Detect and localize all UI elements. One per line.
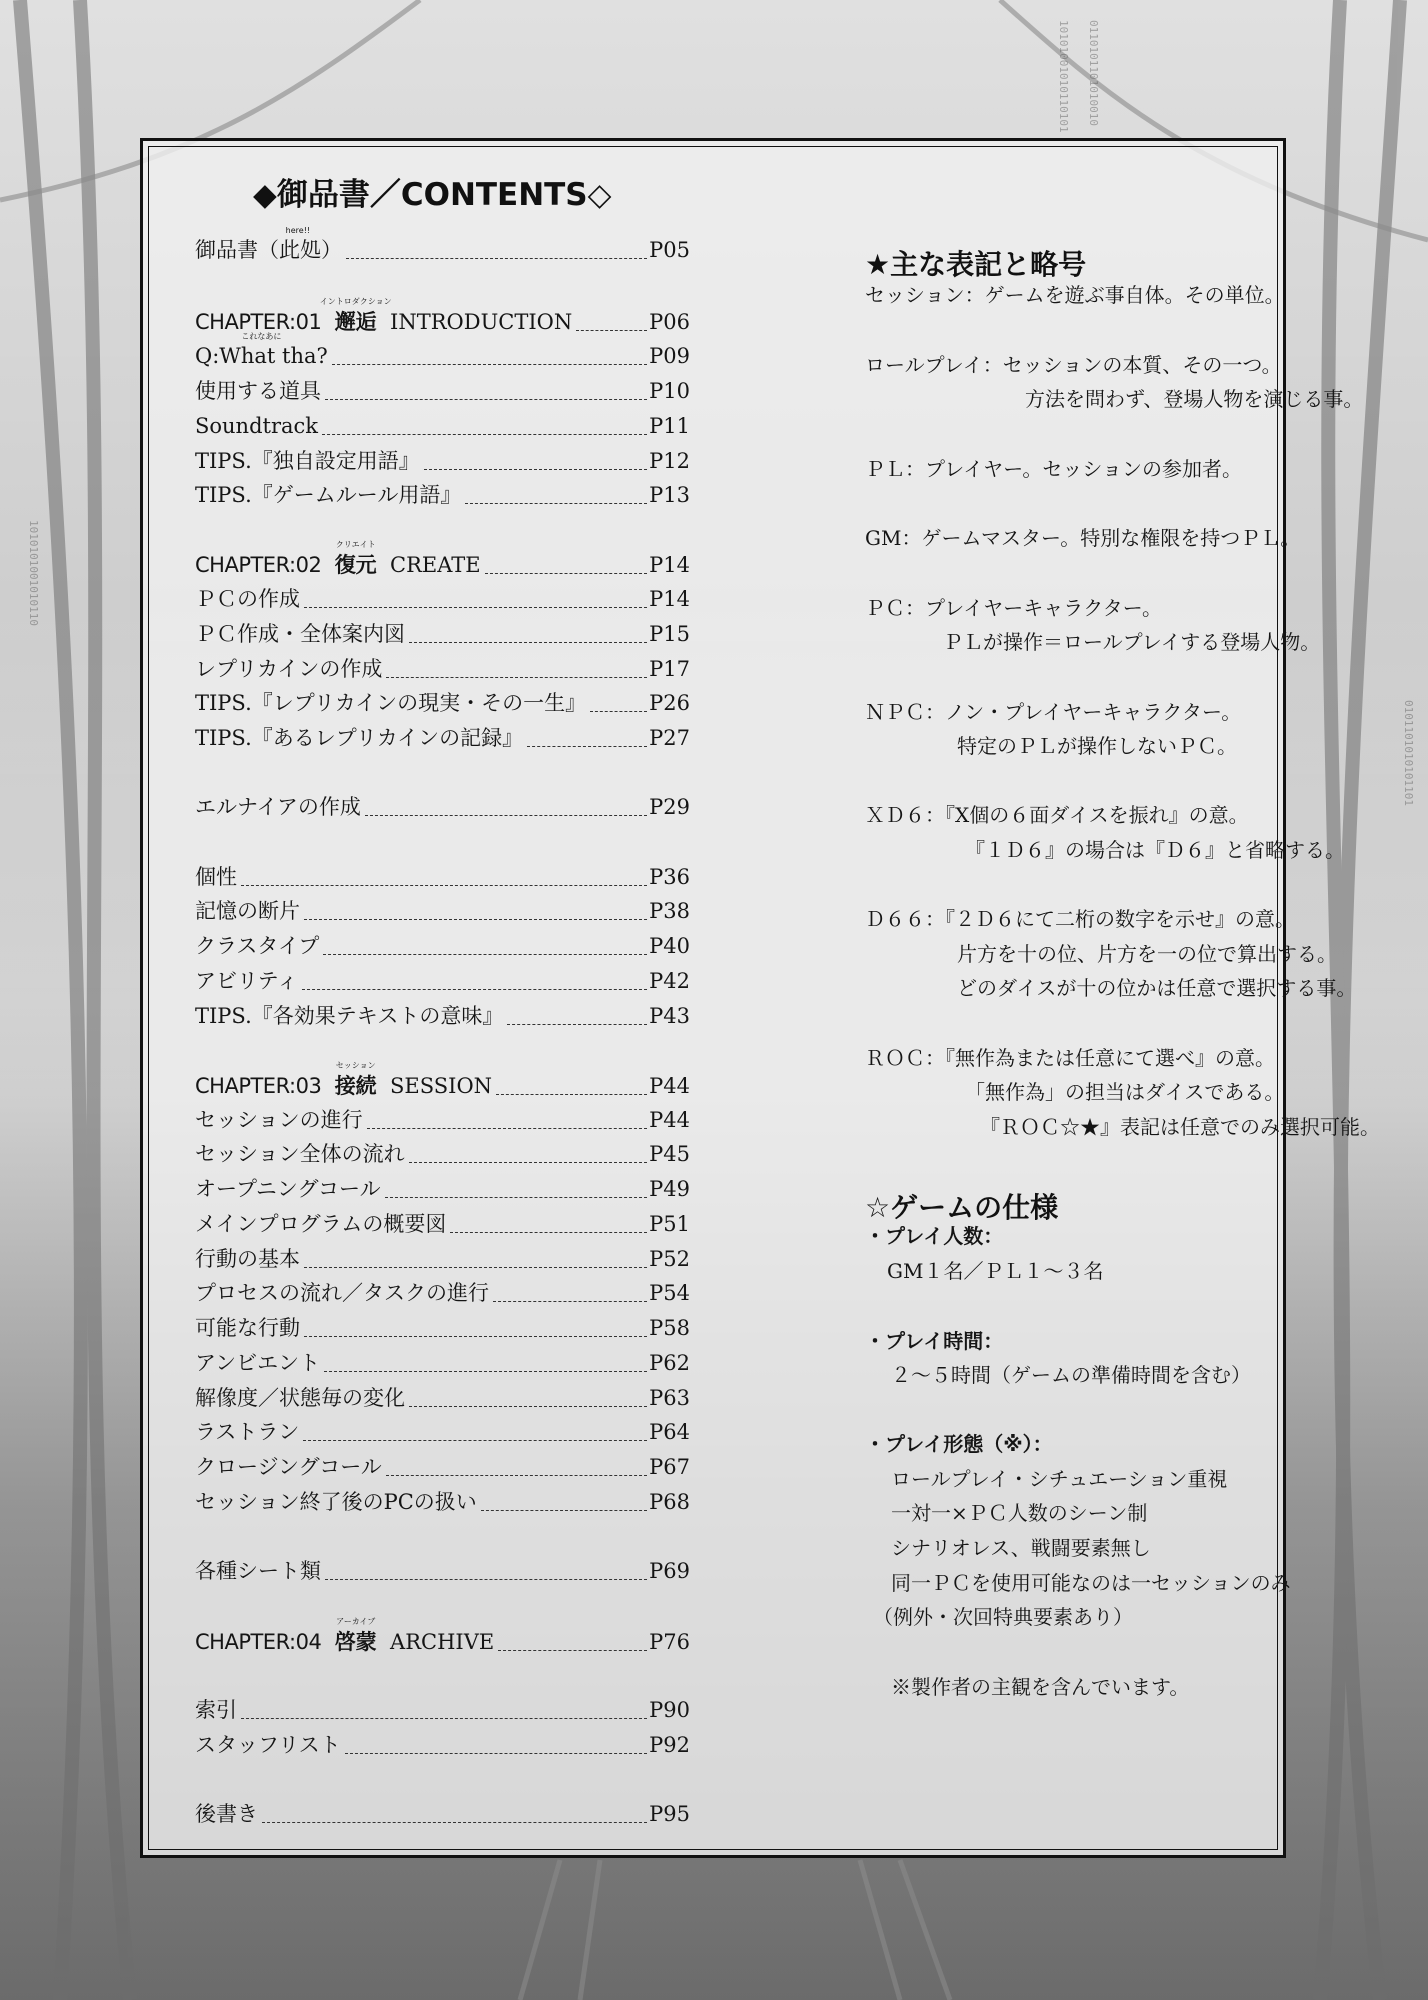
notation-line: ＰＬ：プレイヤー。セッションの参加者。: [865, 457, 1242, 481]
toc-chapter[interactable]: CHAPTER:03 接続 セッション SESSION P44: [195, 1061, 690, 1098]
svg-text:10101001010110101: 10101001010110101: [1057, 20, 1070, 133]
toc-entry[interactable]: クロージングコール P67: [195, 1455, 690, 1479]
toc-entry[interactable]: アビリティ P42: [195, 969, 690, 993]
toc-entry[interactable]: レプリカインの作成 P17: [195, 657, 690, 681]
time-value: ２〜５時間（ゲームの準備時間を含む）: [891, 1363, 1251, 1387]
style-label: ・プレイ形態（※）：: [865, 1432, 1053, 1456]
notation-line: ＲＯＣ：『無作為または任意にて選べ』の意。: [865, 1046, 1275, 1070]
notation-heading: ★主な表記と略号: [865, 248, 1087, 281]
toc-entry[interactable]: ＰＣの作成 P14: [195, 587, 690, 611]
toc-entry[interactable]: 後書き P95: [195, 1802, 690, 1826]
toc-entry[interactable]: エルナイアの作成 P29: [195, 795, 690, 819]
toc-entry[interactable]: セッション全体の流れ P45: [195, 1142, 690, 1166]
toc-entry[interactable]: TIPS.『各効果テキストの意味』 P43: [195, 1004, 690, 1028]
notation-line: Ｄ６６：『２Ｄ６にて二桁の数字を示せ』の意。: [865, 907, 1295, 931]
toc-chapter[interactable]: CHAPTER:02 復元 クリエイト CREATE P14: [195, 540, 690, 577]
notation-line: どのダイスが十の位かは任意で選択する事。: [957, 976, 1357, 1000]
svg-text:0101101010101101: 0101101010101101: [1402, 700, 1415, 806]
toc-entry[interactable]: 各種シート類 P69: [195, 1559, 690, 1583]
contents-heading: ◆御品書／CONTENTS◇: [253, 177, 612, 213]
toc-entry[interactable]: 解像度／状態毎の変化 P63: [195, 1386, 690, 1410]
toc-entry[interactable]: ＰＣ作成・全体案内図 P15: [195, 622, 690, 646]
ruby-text: here!!: [285, 226, 311, 235]
toc-entry[interactable]: TIPS.『ゲームルール用語』 P13: [195, 483, 690, 507]
toc-entry[interactable]: TIPS.『レプリカインの現実・その一生』 P26: [195, 691, 690, 715]
players-label: ・プレイ人数：: [865, 1224, 1004, 1248]
toc-entry[interactable]: 記憶の断片 P38: [195, 899, 690, 923]
notation-line: ＮＰＣ：ノン・プレイヤーキャラクター。: [865, 700, 1242, 724]
notation-line: ＸＤ６：『X個の６面ダイスを振れ』の意。: [865, 803, 1249, 827]
style-line: 一対一×ＰＣ人数のシーン制: [891, 1501, 1148, 1525]
toc-entry[interactable]: クラスタイプ P40: [195, 934, 690, 958]
svg-text:0110101101010010: 0110101101010010: [1087, 20, 1100, 126]
toc-entry[interactable]: Soundtrack P11: [195, 414, 690, 438]
notation-line: 『ＲＯＣ☆★』表記は任意でのみ選択可能。: [980, 1115, 1380, 1139]
toc-entry[interactable]: 使用する道具 P10: [195, 379, 690, 403]
notation-line: 「無作為」の担当はダイスである。: [965, 1080, 1285, 1104]
notation-line: セッション：ゲームを遊ぶ事自体。その単位。: [865, 283, 1285, 307]
toc-entry[interactable]: プロセスの流れ／タスクの進行 P54: [195, 1281, 690, 1305]
style-line: 同一ＰＣを使用可能なのは一セッションのみ: [891, 1571, 1291, 1595]
toc-entry[interactable]: アンビエント P62: [195, 1351, 690, 1375]
toc-entry[interactable]: TIPS.『あるレプリカインの記録』 P27: [195, 726, 690, 750]
time-label: ・プレイ時間：: [865, 1329, 1004, 1353]
style-line: ロールプレイ・シチュエーション重視: [891, 1467, 1228, 1491]
spec-heading: ☆ゲームの仕様: [865, 1191, 1059, 1224]
toc-entry[interactable]: オープニングコール P49: [195, 1177, 690, 1201]
toc-entry[interactable]: 個性 P36: [195, 865, 690, 889]
toc-entry[interactable]: 索引 P90: [195, 1698, 690, 1722]
notation-line: 片方を十の位、片方を一の位で算出する。: [957, 942, 1337, 966]
notation-line: 方法を問わず、登場人物を演じる事。: [1025, 387, 1364, 411]
spec-note: ※製作者の主観を含んでいます。: [891, 1675, 1190, 1699]
players-value: GM１名／ＰＬ１〜３名: [887, 1259, 1104, 1283]
toc-entry[interactable]: セッションの進行 P44: [195, 1108, 690, 1132]
notation-line: GM：ゲームマスター。特別な権限を持つＰＬ。: [865, 526, 1301, 550]
toc-entry[interactable]: ラストラン P64: [195, 1420, 690, 1444]
notation-line: 『１Ｄ６』の場合は『Ｄ６』と省略する。: [965, 838, 1345, 862]
notation-line: ＰＣ：プレイヤーキャラクター。: [865, 596, 1162, 620]
svg-text:1010101001010110: 1010101001010110: [27, 520, 40, 626]
toc-entry[interactable]: スタッフリスト P92: [195, 1733, 690, 1757]
toc-chapter[interactable]: CHAPTER:04 啓蒙 アーカイブ ARCHIVE P76: [195, 1617, 690, 1654]
toc-entry[interactable]: 行動の基本 P52: [195, 1247, 690, 1271]
notation-line: ロールプレイ：セッションの本質、その一つ。: [865, 353, 1282, 377]
toc-entry[interactable]: セッション終了後のPCの扱い P68: [195, 1490, 690, 1514]
contents-panel: [140, 138, 1380, 1858]
notation-line: ＰＬが操作＝ロールプレイする登場人物。: [943, 630, 1321, 654]
notation-and-spec: [725, 141, 1380, 1855]
notation-line: 特定のＰＬが操作しないＰＣ。: [957, 734, 1237, 758]
style-line: （例外・次回特典要素あり）: [873, 1605, 1133, 1629]
toc-entry[interactable]: 御品書（此処） here!! P05: [195, 226, 690, 262]
toc-entry[interactable]: Q:What tha? これなあに P09: [195, 332, 690, 368]
toc-chapter[interactable]: CHAPTER:01 邂逅 イントロダクション INTRODUCTION P06: [195, 297, 690, 334]
toc-entry[interactable]: メインプログラムの概要図 P51: [195, 1212, 690, 1236]
toc-entry[interactable]: TIPS.『独自設定用語』 P12: [195, 449, 690, 473]
style-line: シナリオレス、戦闘要素無し: [891, 1536, 1151, 1560]
toc-entry[interactable]: 可能な行動 P58: [195, 1316, 690, 1340]
